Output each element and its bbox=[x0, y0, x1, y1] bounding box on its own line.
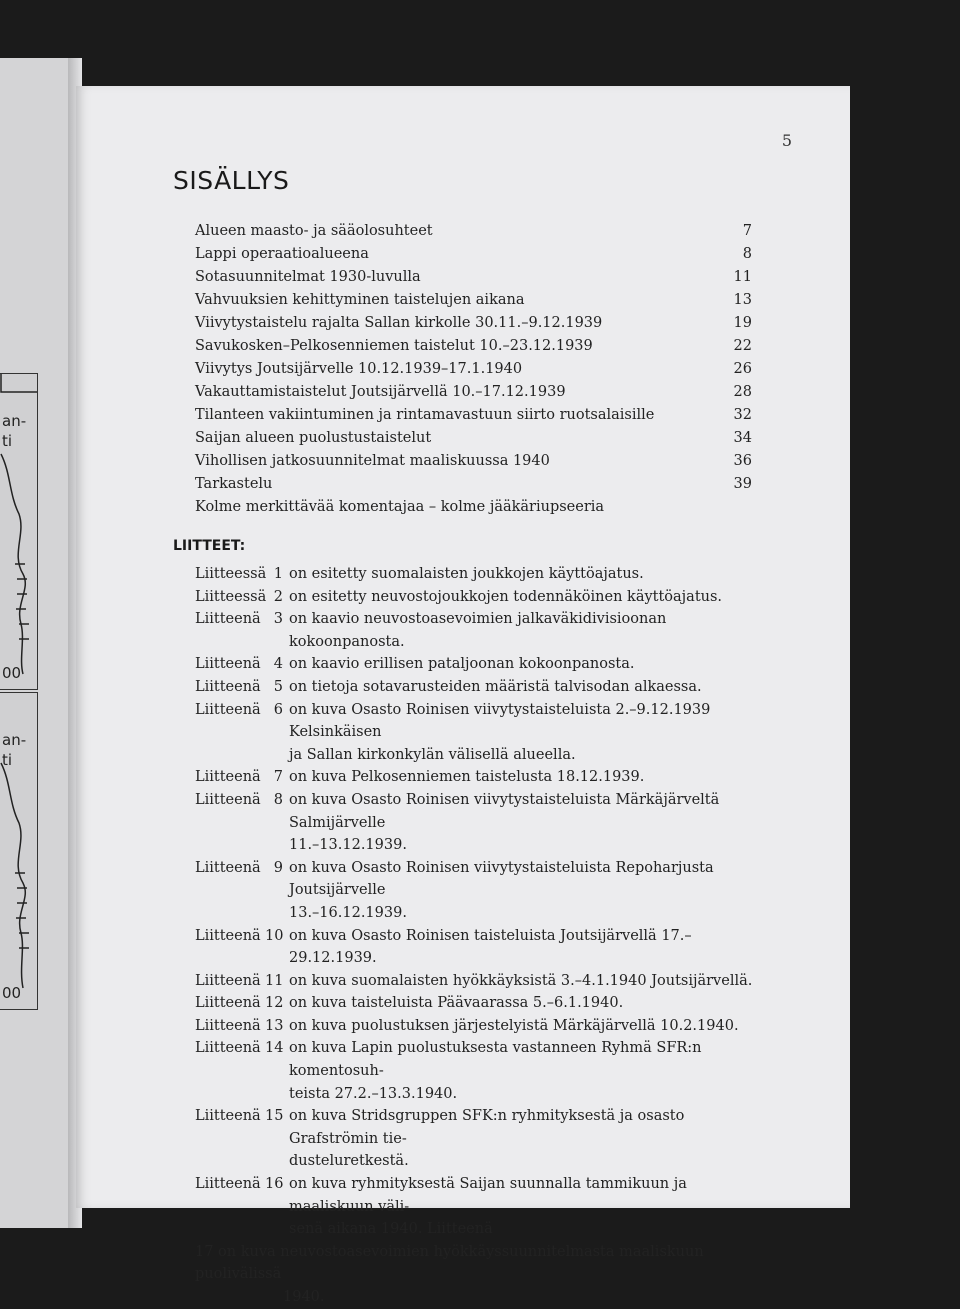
toc-entry-page: 13 bbox=[733, 292, 752, 308]
appendix-list bbox=[195, 563, 775, 1309]
appendix-text-line: 17 on kuva neuvostoasevoimien hyökkäyssuunnitelmasta maaliskuun puolivälissä bbox=[195, 1243, 704, 1283]
toc-entry-title: Vihollisen jatkosuunnitelmat maaliskuussa 1940 bbox=[195, 453, 550, 469]
appendix-heading: LIITTEET: bbox=[173, 538, 246, 554]
toc-entry-title: Tarkastelu bbox=[195, 476, 273, 492]
appendix-label: Liitteenä bbox=[195, 995, 261, 1012]
toc-entry-page: 36 bbox=[733, 453, 752, 469]
map-label-fragment: an- bbox=[2, 731, 27, 749]
map-label-fragment: an- bbox=[2, 412, 27, 430]
appendix-entry bbox=[195, 925, 775, 970]
appendix-label: Liitteenä bbox=[195, 859, 261, 876]
toc-entry bbox=[195, 335, 752, 358]
contents-page bbox=[76, 86, 850, 1305]
appendix-text-line: on esitetty neuvostojoukkojen todennäköinen käyttöajatus. bbox=[289, 588, 723, 605]
page-number: 5 bbox=[781, 131, 792, 150]
appendix-entry bbox=[195, 1015, 775, 1038]
toc-entry-page: 22 bbox=[733, 338, 752, 354]
toc-entry-page: 19 bbox=[733, 315, 752, 331]
appendix-text bbox=[289, 766, 775, 789]
appendix-text-line: on kuva Osasto Roinisen viivytystaisteluista Repoharjusta Joutsijärvelle bbox=[289, 859, 714, 899]
table-of-contents bbox=[195, 220, 752, 519]
appendix-number: 6 bbox=[273, 701, 283, 718]
map-scale-fragment: 00 bbox=[2, 664, 22, 682]
appendix-text-line: on kuva taisteluista Päävaarassa 5.–6.1.1940. bbox=[289, 995, 624, 1012]
toc-entry-page: 32 bbox=[733, 407, 752, 423]
appendix-text bbox=[289, 789, 775, 857]
appendix-entry bbox=[195, 970, 775, 993]
appendix-entry bbox=[195, 563, 775, 586]
appendix-text-cont: 1940. bbox=[283, 1289, 325, 1305]
toc-entry bbox=[195, 266, 752, 289]
appendix-label: Liitteenä bbox=[195, 972, 261, 989]
appendix-label: Liitteenä bbox=[195, 701, 261, 718]
appendix-label: Liitteenä bbox=[195, 1040, 261, 1057]
appendix-number: 7 bbox=[273, 769, 283, 786]
appendix-text-line: on kuva suomalaisten hyökkäyksistä 3.–4.1.1940 Joutsijärvellä. bbox=[289, 972, 753, 989]
toc-entry-title: Sotasuunnitelmat 1930-luvulla bbox=[195, 269, 421, 285]
appendix-number: 10 bbox=[265, 927, 284, 944]
appendix-text-line: on tietoja sotavarusteiden määristä talvisodan alkaessa. bbox=[289, 678, 702, 695]
toc-entry bbox=[195, 450, 752, 473]
appendix-text bbox=[289, 699, 775, 767]
appendix-entry bbox=[195, 608, 775, 653]
toc-entry bbox=[195, 220, 752, 243]
appendix-label: Liitteenä bbox=[195, 1108, 261, 1125]
appendix-number: 12 bbox=[265, 995, 284, 1012]
toc-entry bbox=[195, 404, 752, 427]
toc-entry-title: Viivytys Joutsijärvelle 10.12.1939–17.1.1940 bbox=[195, 361, 523, 377]
toc-entry-page: 7 bbox=[742, 223, 752, 239]
appendix-entry bbox=[195, 766, 775, 789]
appendix-text bbox=[289, 1173, 775, 1241]
appendix-entry bbox=[195, 789, 775, 857]
toc-entry bbox=[195, 427, 752, 450]
appendix-text-cont: 13.–16.12.1939. bbox=[289, 904, 407, 921]
appendix-number: 3 bbox=[273, 611, 283, 628]
appendix-text bbox=[289, 563, 775, 586]
appendix-entry bbox=[195, 857, 775, 925]
appendix-number: 14 bbox=[265, 1040, 284, 1057]
appendix-label: Liitteenä bbox=[195, 927, 261, 944]
appendix-text-line: on kuva puolustuksen järjestelyistä Märkäjärvellä 10.2.1940. bbox=[289, 1017, 739, 1034]
toc-entry bbox=[195, 473, 752, 496]
appendix-entry bbox=[195, 699, 775, 767]
appendix-text-line: on kuva Osasto Roinisen viivytystaisteluista Märkäjärveltä Salmijärvelle bbox=[289, 791, 720, 831]
toc-entry-title: Vahvuuksien kehittyminen taistelujen aikana bbox=[195, 292, 525, 308]
appendix-entry bbox=[195, 676, 775, 699]
toc-entry bbox=[195, 243, 752, 266]
toc-entry-page: 39 bbox=[733, 476, 752, 492]
appendix-text bbox=[289, 970, 775, 993]
toc-entry bbox=[195, 496, 752, 519]
appendix-number: 8 bbox=[273, 791, 283, 808]
appendix-entry bbox=[195, 1105, 775, 1173]
appendix-label: Liitteenä bbox=[195, 1017, 261, 1034]
appendix-entry-last bbox=[195, 1241, 775, 1309]
toc-entry-page: 11 bbox=[733, 269, 752, 285]
toc-entry-title: Alueen maasto- ja sääolosuhteet bbox=[195, 223, 433, 239]
appendix-label: Liitteenä bbox=[195, 611, 261, 628]
appendix-entry bbox=[195, 586, 775, 609]
appendix-label: Liitteenä bbox=[195, 769, 261, 786]
appendix-text bbox=[289, 586, 775, 609]
appendix-text-line: on kuva ryhmityksestä Saijan suunnalla tammikuun ja maaliskuun väli- bbox=[289, 1176, 687, 1215]
appendix-text-cont: ja Sallan kirkonkylän välisellä alueella. bbox=[289, 746, 576, 763]
map-label-fragment: ti bbox=[2, 751, 13, 769]
appendix-text-line: on kaavio erillisen pataljoonan kokoonpanosta. bbox=[289, 656, 635, 673]
appendix-label: Liitteenä bbox=[195, 656, 261, 673]
appendix-number: 13 bbox=[265, 1017, 284, 1034]
appendix-number: 1 bbox=[273, 566, 283, 582]
map-scale-fragment: 00 bbox=[2, 984, 22, 1002]
appendix-text-line: on kuva Stridsgruppen SFK:n ryhmityksestä ja osasto Grafströmin tie- bbox=[289, 1108, 685, 1147]
appendix-entry bbox=[195, 1037, 775, 1105]
toc-entry-page: 28 bbox=[733, 384, 752, 400]
appendix-number: 15 bbox=[265, 1108, 284, 1125]
appendix-label: Liitteenä bbox=[195, 791, 261, 808]
appendix-text-line: on esitetty suomalaisten joukkojen käyttöajatus. bbox=[289, 566, 644, 582]
appendix-text bbox=[289, 1105, 775, 1173]
toc-entry-title: Lappi operaatioalueena bbox=[195, 246, 369, 262]
toc-entry-title: Viivytystaistelu rajalta Sallan kirkolle 30.11.–9.12.1939 bbox=[195, 315, 603, 331]
appendix-text bbox=[289, 925, 775, 970]
appendix-text bbox=[289, 608, 775, 653]
appendix-text-cont: dusteluretkestä. bbox=[289, 1153, 409, 1170]
toc-entry bbox=[195, 289, 752, 312]
appendix-text bbox=[289, 992, 775, 1015]
appendix-text-line: on kuva Osasto Roinisen viivytystaisteluista 2.–9.12.1939 Kelsinkäisen bbox=[289, 701, 711, 741]
adjacent-page bbox=[0, 58, 76, 1228]
toc-entry bbox=[195, 381, 752, 404]
appendix-entry bbox=[195, 992, 775, 1015]
appendix-number: 16 bbox=[265, 1176, 284, 1193]
appendix-text-cont: senä aikana 1940. Liitteenä bbox=[289, 1221, 493, 1238]
toc-entry-page: 34 bbox=[733, 430, 752, 446]
appendix-entry bbox=[195, 653, 775, 676]
toc-entry-page: 8 bbox=[742, 246, 752, 262]
toc-entry-title: Saijan alueen puolustustaistelut bbox=[195, 430, 432, 446]
toc-entry-page: 26 bbox=[733, 361, 752, 377]
toc-entry-title: Kolme merkittävää komentajaa – kolme jääkäriupseeria bbox=[195, 499, 605, 515]
map-label-fragment: ti bbox=[2, 432, 13, 450]
appendix-number: 11 bbox=[265, 972, 284, 989]
appendix-text-line: on kuva Lapin puolustuksesta vastanneen Ryhmä SFR:n komentosuh- bbox=[289, 1040, 702, 1080]
appendix-text bbox=[289, 1037, 775, 1105]
appendix-text bbox=[289, 1015, 775, 1038]
appendix-label: Liitteenä bbox=[195, 678, 261, 695]
toc-entry-title: Tilanteen vakiintuminen ja rintamavastuun siirto ruotsalaisille bbox=[195, 407, 655, 423]
appendix-label: Liitteessä bbox=[195, 588, 267, 605]
toc-entry-title: Vakauttamistaistelut Joutsijärvellä 10.–17.12.1939 bbox=[195, 384, 566, 400]
appendix-number: 9 bbox=[273, 859, 283, 876]
toc-entry-title: Savukosken–Pelkosenniemen taistelut 10.–23.12.1939 bbox=[195, 338, 593, 354]
appendix-text bbox=[289, 676, 775, 699]
appendix-label: Liitteenä bbox=[195, 1176, 261, 1193]
appendix-number: 4 bbox=[273, 656, 283, 673]
appendix-text bbox=[289, 653, 775, 676]
toc-entry bbox=[195, 312, 752, 335]
appendix-text bbox=[289, 857, 775, 925]
appendix-label: Liitteessä bbox=[195, 566, 267, 582]
appendix-number: 5 bbox=[273, 678, 283, 695]
appendix-text-line: on kaavio neuvostoasevoimien jalkaväkidivisioonan kokoonpanosta. bbox=[289, 611, 667, 650]
appendix-text-line: on kuva Osasto Roinisen taisteluista Joutsijärvellä 17.–29.12.1939. bbox=[289, 927, 692, 967]
appendix-number: 2 bbox=[273, 588, 283, 605]
toc-entry bbox=[195, 358, 752, 381]
appendix-text-cont: teista 27.2.–13.3.1940. bbox=[289, 1085, 458, 1102]
appendix-entry bbox=[195, 1173, 775, 1241]
page-title: SISÄLLYS bbox=[173, 166, 290, 195]
appendix-text-line: on kuva Pelkosenniemen taistelusta 18.12.1939. bbox=[289, 769, 645, 786]
appendix-text-cont: 11.–13.12.1939. bbox=[289, 837, 407, 854]
